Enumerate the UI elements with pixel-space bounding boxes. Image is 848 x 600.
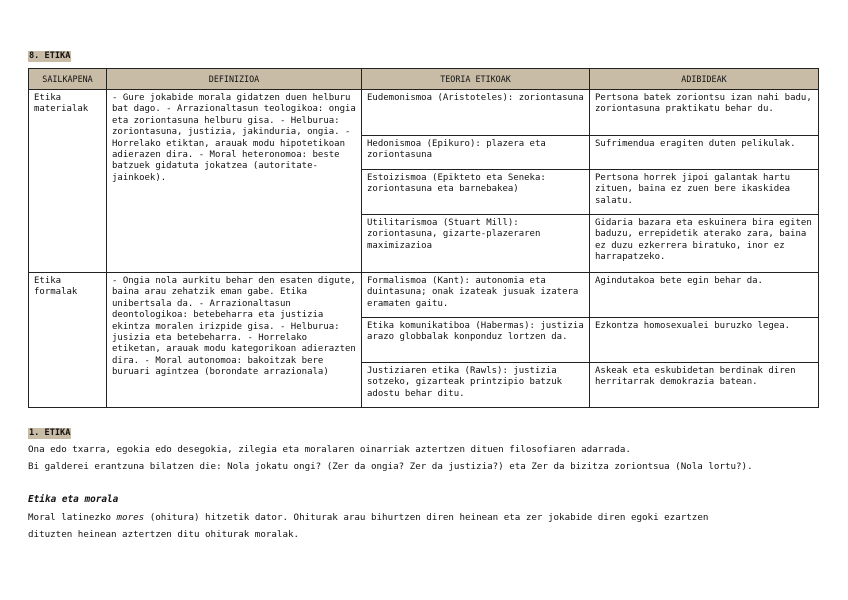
theory-cell: Formalismoa (Kant): autonomia eta duintasuna; onak izateak jusuak izatera eramaten gaitu.: [362, 273, 590, 318]
example-cell: Pertsona batek zoriontsu izan nahi badu, zoriontasuna praktikatu behar du.: [590, 90, 819, 136]
subheading-etika-morala: Etika eta morala: [28, 494, 119, 505]
theory-cell: Estoizismoa (Epikteto eta Seneka: zoriontasuna eta barnebakea): [362, 170, 590, 215]
paragraph-morala-2: dituzten heinean aztertzen ditu ohiturak moralak.: [28, 529, 300, 540]
section-heading-etika-1: 1. ETIKA: [29, 428, 71, 438]
example-cell: Agindutakoa bete egin behar da.: [590, 273, 819, 318]
theory-cell: Justiziaren etika (Rawls): justizia sotzeko, gizarteak printzipio batzuk adostu behar ditu.: [362, 363, 590, 408]
category-formal: Etika formalak: [29, 273, 107, 408]
theory-cell: Hedonismoa (Epikuro): plazera eta zoriontasuna: [362, 136, 590, 170]
example-cell: Askeak eta eskubidetan berdinak diren herritarrak demokrazia batean.: [590, 363, 819, 408]
header-adibideak: ADIBIDEAK: [590, 69, 819, 90]
paragraph-text: (ohitura) hitzetik dator. Ohiturak arau bihurtzen diren heinean eta zer jokabide diren egoki ezartzen: [144, 512, 709, 523]
definition-formal: - Ongia nola aurkitu behar den esaten digute, baina arau zehatzik eman gabe. Etika unibertsala da. - Arrazionaltasun deontologikoa: betebeharra eta justizia ekintza moralen irizpide gisa. - Helburua: jusizia eta betebeharra. - Horrelako etiketan, arauak modu kategorikoan adierazten dira. - Moral autonomoa: bakoitzak bere buruari agintzea (borondate arrazionala): [107, 273, 362, 408]
paragraph-questions: Bi galderei erantzuna bilatzen die: Nola jokatu ongi? (Zer da ongia? Zer da justizia?) eta Zer da bizitza zoriontsua (Nola lortu?).: [28, 461, 753, 472]
paragraph-definition: Ona edo txarra, egokia edo desegokia, zilegia eta moralaren oinarriak aztertzen dituen filosofiaren adarrada.: [28, 444, 631, 455]
definition-material: - Gure jokabide morala gidatzen duen helburu bat dago. - Arrazionaltasun teologikoa: ongia eta zoriontasuna helburu gisa. - Helburua: zoriontasuna, justizia, jakinduria, ongia. - Horrelako etiktan, arauak modu hipotetikoan adierazen dira. - Moral heteronomoa: beste batzuek gidatuta jokatzea (autoritate-jainkoek).: [107, 90, 362, 273]
paragraph-text: Moral latinezko: [28, 512, 117, 523]
example-cell: Gidaria bazara eta eskuinera bira egiten baduzu, errepidetik aterako zara, baina ez duzu ezkerrera biratuko, inor ez harrapatzeko.: [590, 215, 819, 273]
header-teoria-etikoak: TEORIA ETIKOAK: [362, 69, 590, 90]
table-row: [29, 273, 819, 318]
latin-term: mores: [116, 512, 145, 523]
paragraph-morala: [28, 509, 828, 526]
example-cell: Sufrimendua eragiten duten pelikulak.: [590, 136, 819, 170]
theory-cell: Eudemonismoa (Aristoteles): zoriontasuna: [362, 90, 590, 136]
theory-cell: Etika komunikatiboa (Habermas): justizia arazo globbalak konponduz lortzen da.: [362, 318, 590, 363]
table-header-row: [29, 69, 819, 90]
section-heading-etika-8: 8. ETIKA: [29, 51, 71, 61]
example-cell: Ezkontza homosexualei buruzko legea.: [590, 318, 819, 363]
header-definizioa: DEFINIZIOA: [107, 69, 362, 90]
theory-cell: Utilitarismoa (Stuart Mill): zoriontasuna, gizarte-plazeraren maximizazioa: [362, 215, 590, 273]
table-row: [29, 90, 819, 136]
header-sailkapena: SAILKAPENA: [29, 69, 107, 90]
example-cell: Pertsona horrek jipoi galantak hartu zituen, baina ez zuen bere ikaskidea salatu.: [590, 170, 819, 215]
ethics-table: [28, 68, 819, 408]
category-material: Etika materialak: [29, 90, 107, 273]
